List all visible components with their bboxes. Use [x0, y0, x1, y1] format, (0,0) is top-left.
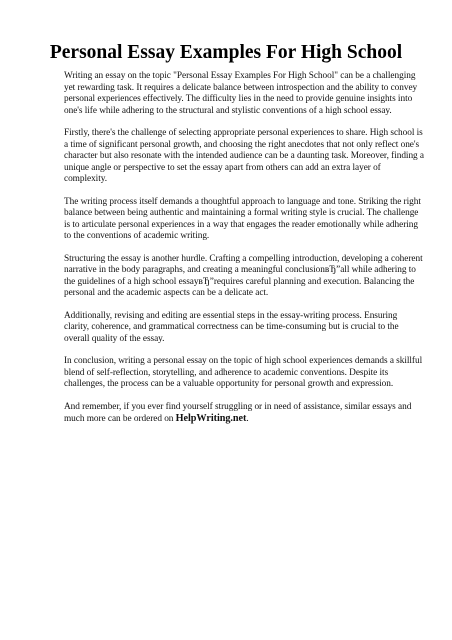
document-title: Personal Essay Examples For High School [49, 42, 403, 63]
paragraph-selecting-experiences: Firstly, there's the challenge of selecting appropriate personal experiences to share. High school is a time of significant personal growth, and choosing the right anecdotes that not only reflect one's character but also resonate with the intended audience can be a daunting task. Moreover, finding a unique angle or perspective to set the essay apart from others can add an extra layer of complexity. [64, 128, 425, 184]
helpwriting-link[interactable]: HelpWriting.net [175, 413, 247, 424]
document-body [64, 71, 424, 437]
closing-period: . [246, 414, 249, 424]
paragraph-closing [64, 402, 424, 426]
paragraph-revising: Additionally, revising and editing are essential steps in the essay-writing process. Ensuring clarity, coherence, and grammatical correctness can be time-consuming but is crucial to the overall quality of the essay. [64, 310, 399, 344]
paragraph-conclusion: In conclusion, writing a personal essay on the topic of high school experiences demands a skillful blend of self-reflection, storytelling, and adherence to academic conventions. Despite its challenges, the process can be a valuable opportunity for personal growth and expression. [64, 356, 423, 389]
paragraph-structuring: Structuring the essay is another hurdle. Crafting a compelling introduction, developing a coherent narrative in the body paragraphs, and creating a meaningful conclusionвЂ”all while adhering to the guidelines of a high school essayвЂ”requires careful planning and execution. Balancing the personal and the academic aspects can be a delicate act. [64, 253, 423, 298]
paragraph-intro: Writing an essay on the topic "Personal Essay Examples For High School" can be a challenging yet rewarding task. It requires a delicate balance between introspection and the ability to convey personal experiences effectively. The difficulty lies in the need to provide genuine insights into one's life while adhering to the structural and stylistic conventions of a high school essay. [64, 71, 418, 116]
closing-text: And remember, if you ever find yourself struggling or in need of assistance, similar essays and much more can be ordered on [64, 401, 412, 424]
paragraph-writing-process: The writing process itself demands a thoughtful approach to language and tone. Striking the right balance between being authentic and maintaining a formal writing style is crucial. The challenge is to articulate personal experiences in a way that engages the reader emotionally while adhering to the conventions of academic writing. [64, 196, 421, 241]
